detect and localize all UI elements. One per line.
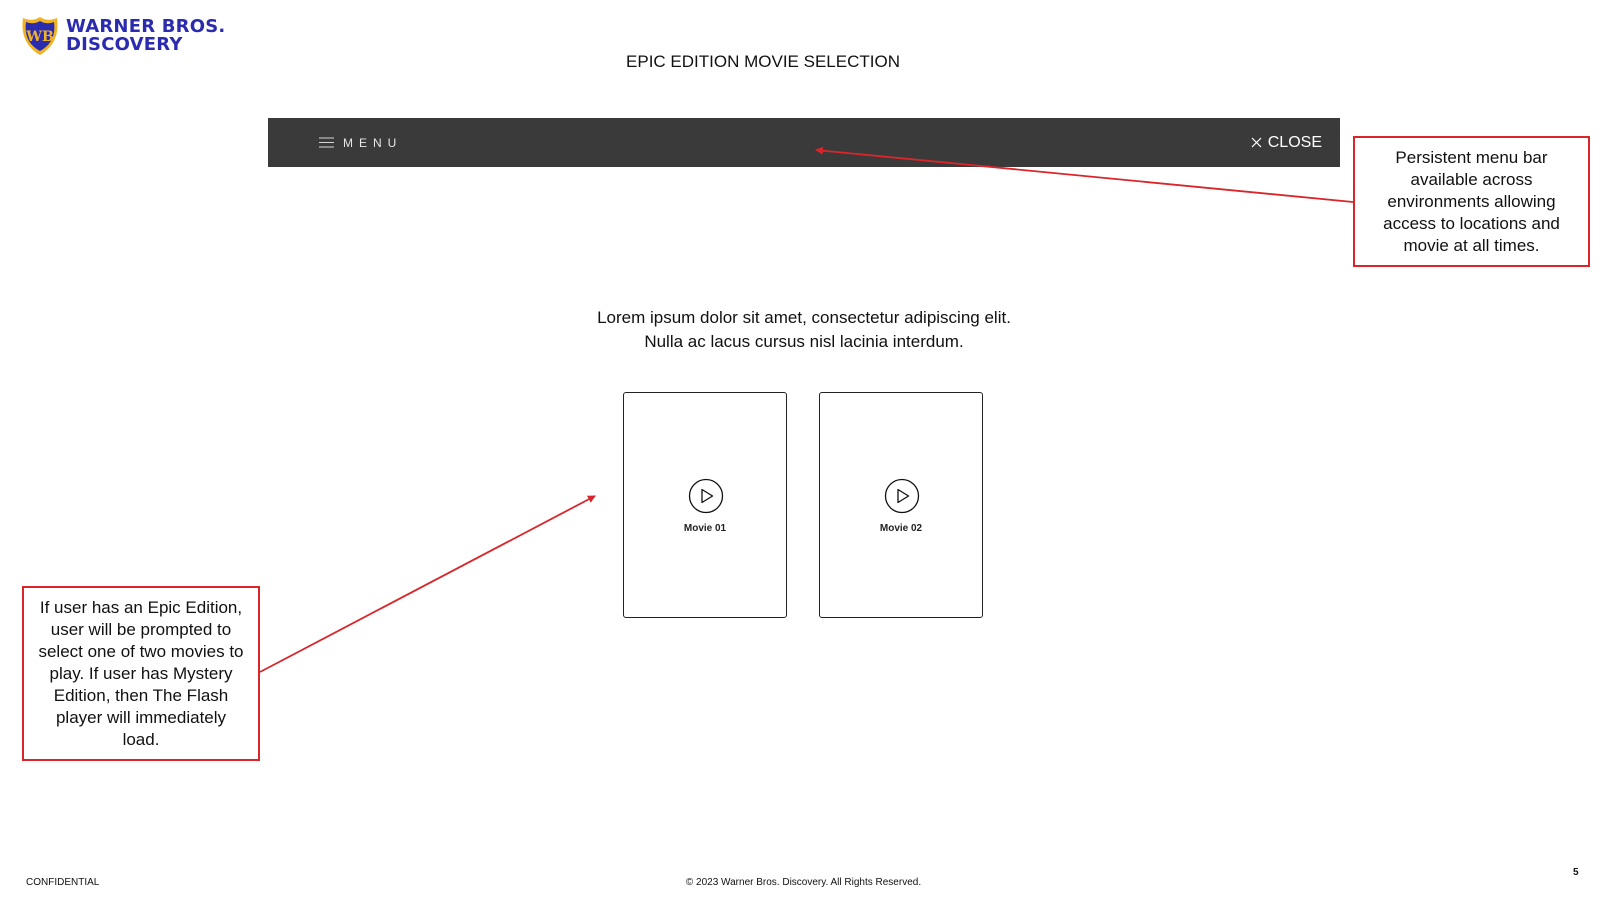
- menu-annotation-callout: [1353, 136, 1590, 267]
- movie-card-02[interactable]: [819, 392, 983, 618]
- menu-annotation-text: Persistent menu bar available across environments allowing access to locations and movie at all times.: [1383, 147, 1560, 255]
- movie-annotation-text: If user has an Epic Edition, user will be prompted to select one of two movies to play. If user has Mystery Edition, then The Flash player will immediately load.: [38, 597, 244, 749]
- page-number: 5: [1573, 867, 1579, 878]
- movie-title: Movie 01: [683, 523, 727, 534]
- menu-label: MENU: [343, 135, 403, 150]
- play-icon[interactable]: [688, 478, 724, 514]
- menu-button[interactable]: [319, 118, 402, 167]
- page-title: EPIC EDITION MOVIE SELECTION: [626, 52, 900, 71]
- movie-title: Movie 02: [879, 523, 923, 534]
- menu-bar: [268, 118, 1340, 167]
- selection-prompt: [500, 306, 1108, 354]
- movie-annotation-arrow: [260, 496, 595, 672]
- brand-wordmark: [66, 18, 225, 54]
- brand-line-2: DISCOVERY: [66, 34, 183, 55]
- play-icon[interactable]: [884, 478, 920, 514]
- prompt-line-2: Nulla ac lacus cursus nisl lacinia interdum.: [644, 332, 964, 351]
- close-label: CLOSE: [1267, 133, 1322, 151]
- brand-logo: [20, 15, 225, 57]
- close-icon: [1251, 137, 1262, 148]
- wb-shield-icon: [20, 15, 60, 57]
- prompt-line-1: Lorem ipsum dolor sit amet, consectetur adipiscing elit.: [597, 308, 1011, 327]
- close-button[interactable]: [1251, 118, 1322, 167]
- copyright-notice: © 2023 Warner Bros. Discovery. All Rights Reserved.: [685, 877, 922, 888]
- brand-line-1: WARNER BROS.: [66, 16, 226, 37]
- svg-text:WB: WB: [26, 29, 54, 45]
- hamburger-icon: [319, 137, 334, 148]
- confidential-label: CONFIDENTIAL: [26, 877, 100, 888]
- movie-card-01[interactable]: [623, 392, 787, 618]
- movie-annotation-callout: [22, 586, 260, 761]
